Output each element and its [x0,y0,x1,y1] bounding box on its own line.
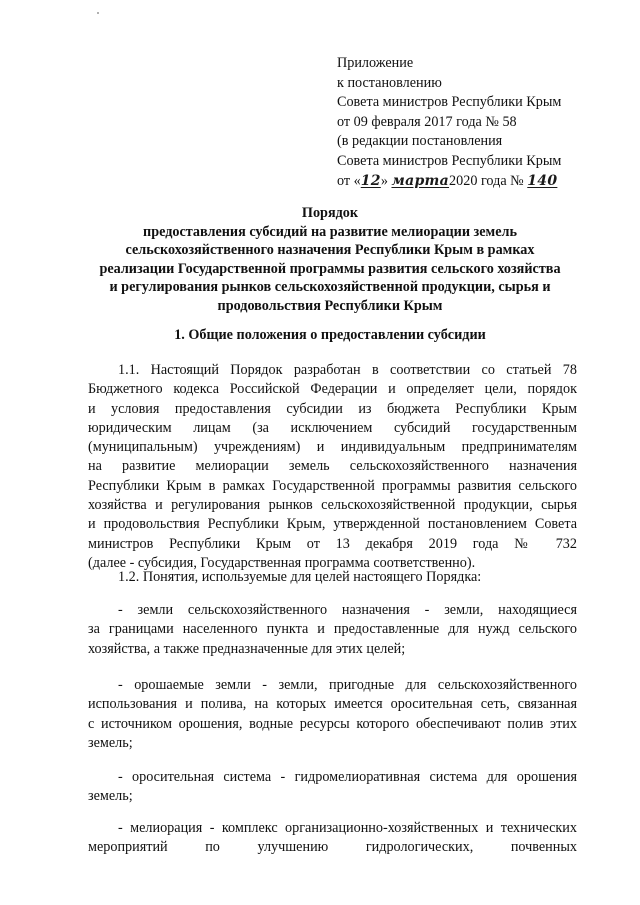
text-line: юридическим лицам (за исключением субсидий государственным [88,419,577,436]
text-line: - орошаемые земли - земли, пригодные для сельскохозяйственного [118,677,577,693]
text-line: хозяйства, а также предназначенные для этих целей; [88,640,406,657]
text-line: - оросительная система - гидромелиоративная система для орошения [118,769,577,785]
title-line: сельскохозяйственного назначения Республики Крым в рамках [125,242,535,259]
text-line: 1.2. Понятия, используемые для целей настоящего Порядка: [118,569,482,585]
text-line: - мелиорация - комплекс организационно-хозяйственных и технических [118,820,577,836]
text-line: и условия предоставления субсидии из бюджета Республики Крым [88,400,577,417]
text-line: министров Республики Крым от 13 декабря 2019 года № 732 [88,535,577,552]
definition-melioration [88,819,577,858]
text-line: на развитие мелиорации земель сельскохозяйственного назначения [88,458,577,475]
text-line: (муниципальным) учреждениям) и индивидуальным предпринимателям [88,439,577,456]
appendix-line: к постановлению [337,74,442,91]
title-line: реализации Государственной программы развития сельского хозяйства [99,260,561,277]
quote-close: » [380,172,388,189]
appendix-line: от 09 февраля 2017 года № 58 [337,113,517,130]
paragraph-1-2 [88,568,577,587]
text-line: Республики Крым в рамках Государственной программы развития сельского [88,477,577,494]
appendix-line: Совета министров Республики Крым [337,152,562,169]
appendix-line: (в редакции постановления [337,133,503,150]
section-heading: 1. Общие положения о предоставлении субсидии [174,327,486,343]
year-text: 2020 года № [449,172,524,189]
appendix-line: Совета министров Республики Крым [337,94,562,111]
text-line: с источником орошения, водные ресурсы которого обеспечивают полив этих [88,715,577,732]
text-line: (далее - субсидия, Государственная программа соответственно). [88,554,476,571]
text-line: - земли сельскохозяйственного назначения - земли, находящиеся [118,602,577,618]
definition-agricultural-lands [88,601,577,659]
handwritten-month: марта [391,172,450,189]
definition-irrigated-lands [88,676,577,753]
text-line: земель; [88,788,133,805]
text-line: хозяйства и регулирования рынков сельскохозяйственной продукции, сырья [88,497,577,514]
handwritten-day: 12 [360,172,381,189]
text-line: мероприятий по улучшению гидрологических, почвенных [88,839,577,856]
title-line: и регулирования рынков сельскохозяйственной продукции, сырья и [109,279,551,296]
text-line: и продовольствия Республики Крым, утвержденной постановлением Совета [88,516,577,533]
appendix-line: Приложение [337,55,414,71]
handwritten-number: 140 [527,172,558,189]
text-line: 1.1. Настоящий Порядок разработан в соответствии со статьей 78 [118,362,577,378]
title-line: продовольствия Республики Крым [217,297,443,314]
appendix-block [337,54,627,191]
date-prefix: от « [337,172,361,189]
title-line: предоставления субсидий на развитие мелиорации земель [143,223,517,240]
paragraph-1-1 [88,361,577,573]
text-line: использования и полива, на которых имеется оросительная сеть, связанная [88,696,577,713]
text-line: Бюджетного кодекса Российской Федерации и определяет цели, порядок [88,381,577,398]
text-line: земель; [88,734,133,751]
appendix-date-line [337,172,627,192]
definition-irrigation-system [88,768,577,807]
document-title [60,204,600,316]
title-line: Порядок [301,205,359,221]
text-line: за границами населенного пункта и предоставленные для нужд сельского [88,621,577,638]
scan-speck [97,12,99,14]
